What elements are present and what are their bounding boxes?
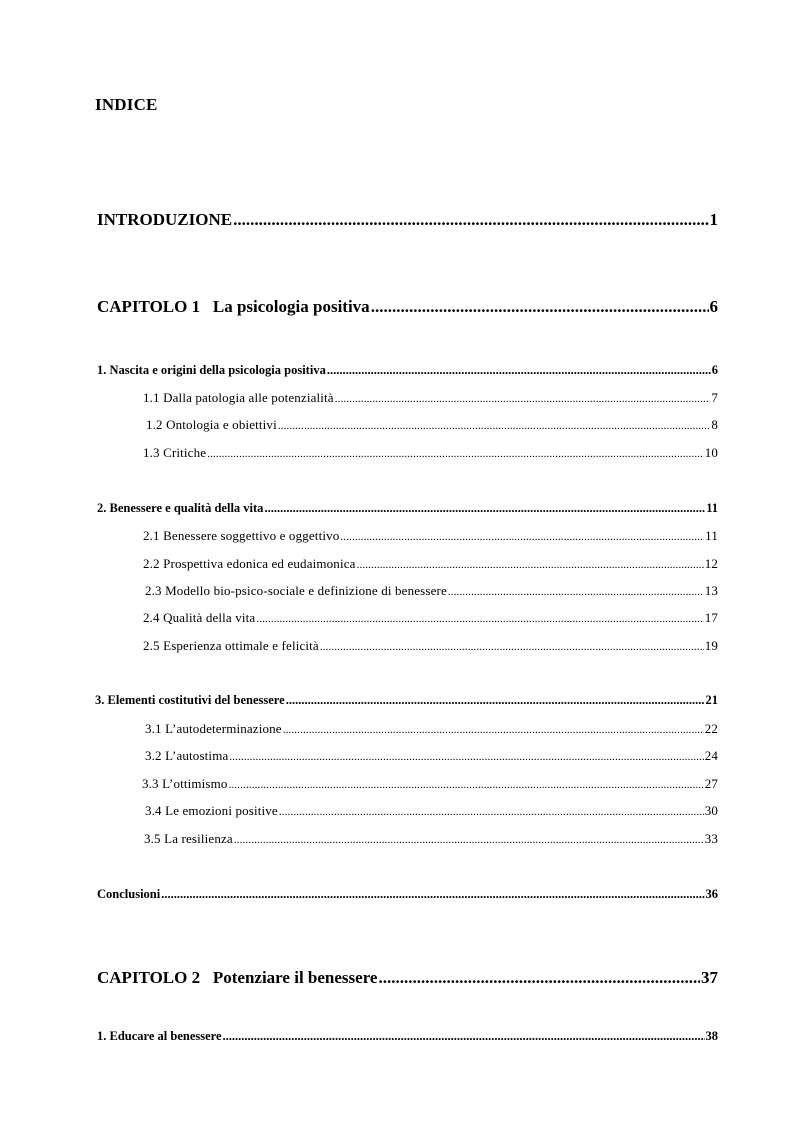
toc-entry-2-3[interactable] bbox=[145, 583, 718, 599]
toc-entry-label: 3.3 L’ottimismo bbox=[142, 776, 228, 791]
toc-entry-page: 6 bbox=[711, 363, 718, 377]
toc-entry-1-2[interactable] bbox=[146, 417, 718, 433]
dot-leader bbox=[286, 693, 705, 708]
dot-leader bbox=[327, 363, 711, 378]
dot-leader bbox=[378, 968, 700, 988]
toc-entry-page: 1 bbox=[709, 210, 718, 229]
dot-leader bbox=[234, 834, 704, 846]
dot-leader bbox=[207, 448, 704, 460]
page-title: INDICE bbox=[95, 95, 158, 114]
dot-leader bbox=[278, 420, 711, 432]
toc-entry-label: INTRODUZIONE bbox=[97, 210, 233, 229]
toc-entry-page: 30 bbox=[704, 803, 718, 818]
toc-entry-label: 1.1 Dalla patologia alle potenzialità bbox=[143, 390, 334, 405]
toc-entry-3-1[interactable] bbox=[145, 721, 718, 737]
toc-entry-label: 2.1 Benessere soggettivo e oggettivo bbox=[143, 528, 340, 543]
dot-leader bbox=[223, 1029, 705, 1044]
toc-entry-page: 33 bbox=[704, 831, 718, 846]
toc-entry-label: Conclusioni bbox=[97, 887, 161, 901]
toc-entry-label: 1. Nascita e origini della psicologia positiva bbox=[97, 363, 326, 377]
toc-entry-introduzione[interactable] bbox=[97, 210, 718, 230]
toc-entry-page: 11 bbox=[706, 501, 718, 515]
toc-entry-page: 8 bbox=[711, 417, 718, 432]
toc-entry-page: 12 bbox=[704, 556, 718, 571]
toc-entry-label: 3. Elementi costitutivi del benessere bbox=[95, 693, 285, 707]
toc-entry-page: 10 bbox=[704, 445, 718, 460]
toc-entry-3-5[interactable] bbox=[144, 831, 718, 847]
toc-entry-label: 1.2 Ontologia e obiettivi bbox=[146, 417, 277, 432]
toc-entry-label: 3.5 La resilienza bbox=[144, 831, 233, 846]
toc-entry-1-3[interactable] bbox=[143, 445, 718, 461]
dot-leader bbox=[448, 586, 704, 598]
dot-leader bbox=[233, 210, 708, 230]
toc-entry-label: 2.5 Esperienza ottimale e felicità bbox=[143, 638, 319, 653]
toc-entry-label: 2.4 Qualità della vita bbox=[143, 610, 256, 625]
toc-entry-2-1[interactable] bbox=[143, 528, 718, 544]
toc-entry-label: 1. Educare al benessere bbox=[97, 1029, 222, 1043]
toc-entry-2-5[interactable] bbox=[143, 638, 718, 654]
toc-entry-label: 3.1 L’autodeterminazione bbox=[145, 721, 282, 736]
dot-leader bbox=[340, 531, 704, 543]
toc-entry-page: 13 bbox=[704, 583, 718, 598]
toc-entry-3-2[interactable] bbox=[145, 748, 718, 764]
dot-leader bbox=[283, 724, 704, 736]
toc-entry-label: CAPITOLO 2 Potenziare il benessere bbox=[97, 968, 378, 987]
toc-entry-capitolo-1[interactable] bbox=[97, 297, 718, 317]
toc-entry-page: 36 bbox=[705, 887, 718, 901]
dot-leader bbox=[229, 751, 703, 763]
dot-leader bbox=[161, 887, 704, 902]
dot-leader bbox=[279, 806, 704, 818]
toc-entry-page: 22 bbox=[704, 721, 718, 736]
toc-entry-page: 19 bbox=[704, 638, 718, 653]
toc-entry-capitolo-2-section-1[interactable] bbox=[97, 1029, 718, 1044]
toc-entry-3-4[interactable] bbox=[145, 803, 718, 819]
toc-entry-label: 2.3 Modello bio-psico-sociale e definizione di benessere bbox=[145, 583, 447, 598]
toc-entry-section-1[interactable] bbox=[97, 363, 718, 378]
toc-entry-section-3[interactable] bbox=[95, 693, 718, 708]
toc-entry-label: 1.3 Critiche bbox=[143, 445, 207, 460]
toc-entry-page: 17 bbox=[704, 610, 718, 625]
toc-entry-page: 27 bbox=[704, 776, 718, 791]
dot-leader bbox=[264, 501, 705, 516]
toc-entry-1-1[interactable] bbox=[143, 390, 718, 406]
toc-entry-label: 3.4 Le emozioni positive bbox=[145, 803, 278, 818]
toc-entry-label: 3.2 L’autostima bbox=[145, 748, 229, 763]
toc-entry-page: 6 bbox=[709, 297, 718, 316]
toc-entry-page: 7 bbox=[711, 390, 718, 405]
toc-entry-page: 21 bbox=[705, 693, 718, 707]
dot-leader bbox=[320, 641, 704, 653]
toc-entry-page: 24 bbox=[704, 748, 718, 763]
toc-entry-conclusioni[interactable] bbox=[97, 887, 718, 902]
dot-leader bbox=[229, 779, 704, 791]
dot-leader bbox=[357, 559, 704, 571]
toc-entry-2-4[interactable] bbox=[143, 610, 718, 626]
dot-leader bbox=[335, 393, 711, 405]
toc-entry-label: 2. Benessere e qualità della vita bbox=[97, 501, 264, 515]
toc-entry-page: 37 bbox=[701, 968, 718, 987]
toc-entry-capitolo-2[interactable] bbox=[97, 968, 718, 988]
dot-leader bbox=[371, 297, 709, 317]
toc-entry-page: 11 bbox=[705, 528, 718, 543]
dot-leader bbox=[256, 613, 703, 625]
toc-entry-2-2[interactable] bbox=[143, 556, 718, 572]
toc-entry-section-2[interactable] bbox=[97, 501, 718, 516]
toc-entry-label: 2.2 Prospettiva edonica ed eudaimonica bbox=[143, 556, 356, 571]
toc-entry-page: 38 bbox=[705, 1029, 718, 1043]
toc-entry-label: CAPITOLO 1 La psicologia positiva bbox=[97, 297, 370, 316]
toc-entry-3-3[interactable] bbox=[142, 776, 718, 792]
